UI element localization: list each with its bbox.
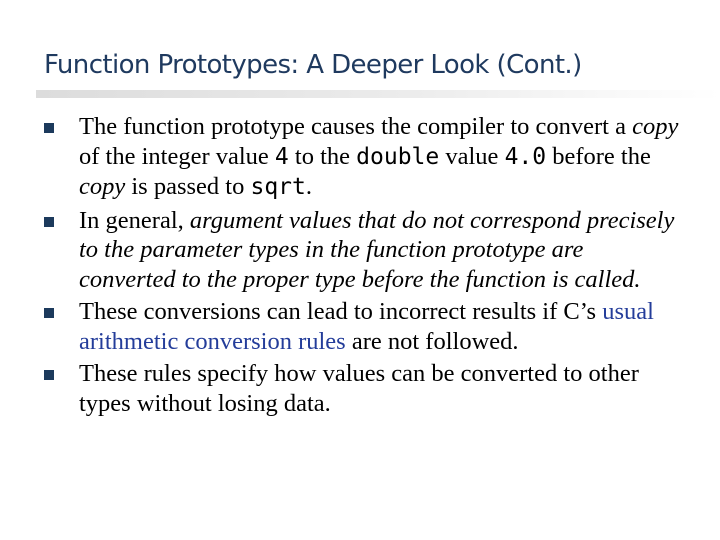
bullet-list [44, 112, 684, 421]
square-bullet-icon [44, 308, 54, 318]
emphasis-text: copy [632, 113, 679, 140]
bullet-text: In general, [79, 206, 190, 234]
code-literal: 4 [274, 143, 289, 170]
code-literal: 4.0 [504, 143, 547, 170]
bullet-item [44, 112, 684, 203]
square-bullet-icon [44, 370, 54, 380]
square-bullet-icon [44, 217, 54, 227]
bullet-text: The function prototype causes the compiler to convert a [79, 113, 633, 140]
bullet-item [44, 206, 684, 295]
bullet-item [44, 297, 684, 356]
title-underline-bar [36, 90, 720, 98]
emphasis-text: copy [79, 173, 126, 200]
bullet-item [44, 359, 684, 418]
code-keyword: double [356, 143, 440, 170]
square-bullet-icon [44, 123, 54, 133]
bullet-text: is passed to [125, 173, 251, 200]
bullet-text: value [439, 142, 505, 170]
highlighted-term: usual arithmetic conversion rules [79, 298, 654, 355]
bullet-text: . [305, 173, 312, 200]
slide-title: Function Prototypes: A Deeper Look (Cont.) [44, 50, 582, 80]
bullet-text: of the integer value [79, 142, 275, 170]
emphasis-text: argument values that do not correspond precisely to the parameter types in the function prototype are converted to the proper type before the function is called. [79, 206, 675, 293]
bullet-text: These rules specify how values can be converted to other types without losing data. [79, 360, 639, 417]
code-function-name: sqrt [250, 174, 306, 200]
bullet-text: These conversions can lead to incorrect results if C’s [79, 298, 603, 325]
bullet-text: are not followed. [345, 327, 519, 355]
bullet-text: to the [288, 142, 357, 170]
bullet-text: before the [546, 142, 651, 170]
